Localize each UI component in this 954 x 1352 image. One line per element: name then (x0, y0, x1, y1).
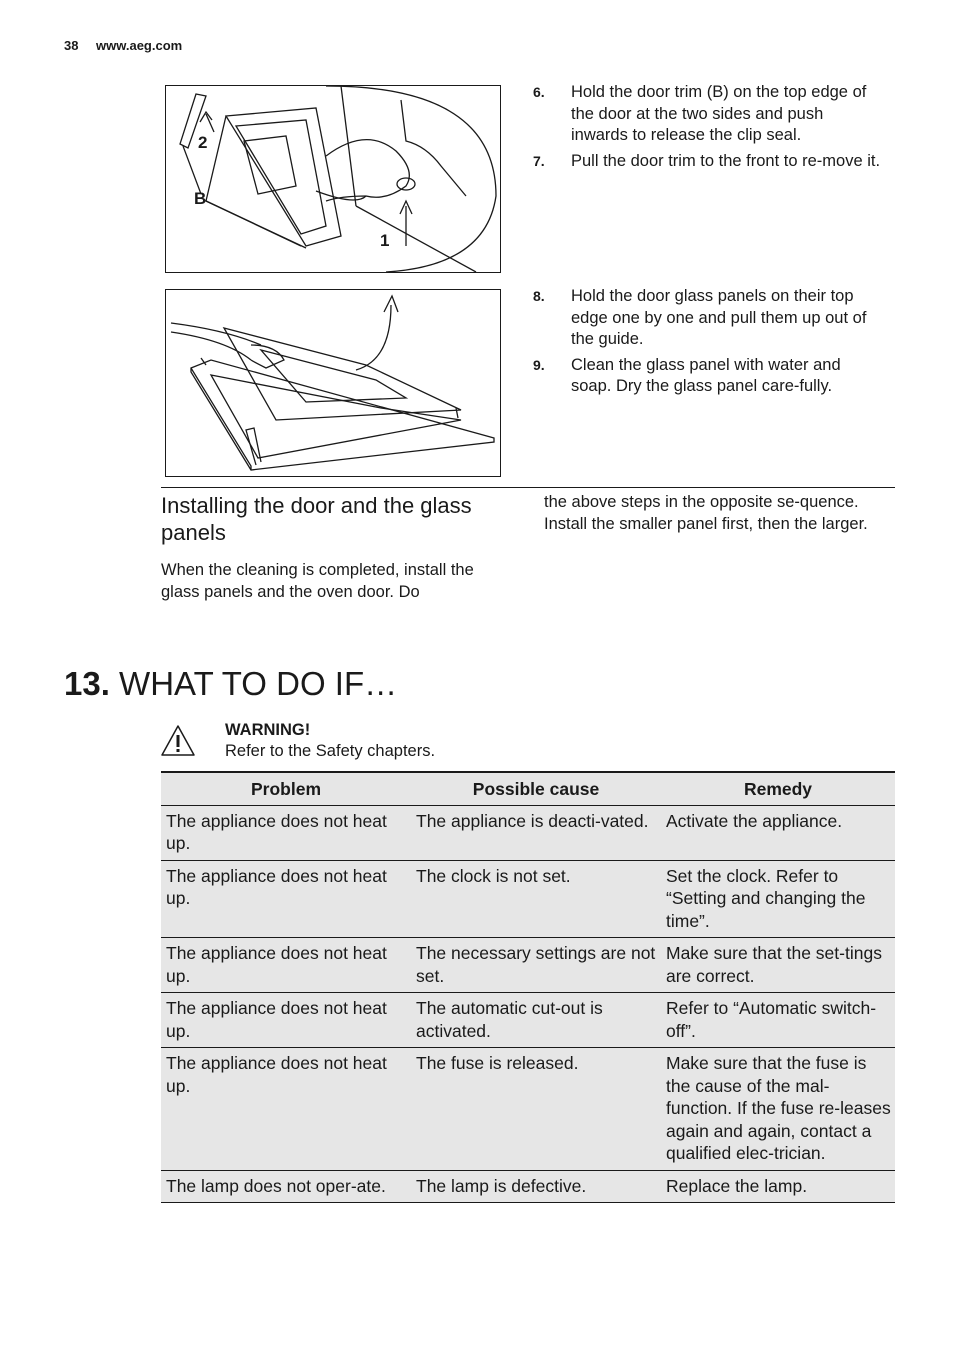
step-7 (533, 151, 883, 173)
cell-problem: The appliance does not heat up. (161, 805, 411, 860)
cell-remedy: Replace the lamp. (661, 1170, 895, 1203)
step-number: 9. (533, 356, 545, 373)
step-8 (533, 286, 883, 351)
section-divider (161, 487, 895, 488)
cell-problem: The appliance does not heat up. (161, 938, 411, 993)
page-number: 38 (64, 38, 79, 53)
cell-remedy: Activate the appliance. (661, 805, 895, 860)
table-row (161, 860, 895, 938)
cell-cause: The necessary settings are not set. (411, 938, 661, 993)
cell-cause: The lamp is defective. (411, 1170, 661, 1203)
step-text: Hold the door trim (B) on the top edge of the door at the two sides and push inwards to release the clip seal. (571, 83, 867, 144)
cell-remedy: Refer to “Automatic switch-off”. (661, 993, 895, 1048)
table-header-row (161, 772, 895, 805)
header-problem: Problem (161, 772, 411, 805)
cell-problem: The appliance does not heat up. (161, 1048, 411, 1171)
table-row (161, 805, 895, 860)
table-row (161, 1048, 895, 1171)
warning-title: WARNING! (225, 721, 311, 739)
website-link[interactable]: www.aeg.com (96, 38, 183, 53)
step-6 (533, 82, 883, 147)
install-paragraph-left: When the cleaning is completed, install the glass panels and the oven door. Do (161, 561, 474, 601)
cell-cause: The appliance is deacti-vated. (411, 805, 661, 860)
cell-problem: The lamp does not oper-ate. (161, 1170, 411, 1203)
callout-b: B (194, 189, 207, 208)
chapter-title-text: WHAT TO DO IF… (119, 665, 398, 702)
warning-text: Refer to the Safety chapters. (225, 742, 436, 760)
header-cause: Possible cause (411, 772, 661, 805)
troubleshooting-table (161, 771, 895, 1203)
table-row (161, 993, 895, 1048)
header-remedy: Remedy (661, 772, 895, 805)
table-row (161, 938, 895, 993)
step-number: 7. (533, 152, 545, 169)
step-number: 6. (533, 84, 545, 100)
cell-remedy: Make sure that the fuse is the cause of the mal-function. If the fuse re-leases again and again, contact a qualified elec-trician. (661, 1048, 895, 1171)
callout-1: 1 (380, 231, 390, 250)
install-paragraph-right: the above steps in the opposite se-quence. Install the smaller panel first, then the larger. (544, 493, 868, 533)
cell-cause: The fuse is released. (411, 1048, 661, 1171)
cell-remedy: Set the clock. Refer to “Setting and changing the time”. (661, 860, 895, 938)
cell-cause: The automatic cut-out is activated. (411, 993, 661, 1048)
step-number: 8. (533, 288, 545, 304)
chapter-title (64, 662, 397, 706)
table-row (161, 1170, 895, 1203)
warning-triangle-icon (160, 724, 196, 758)
section-heading: Installing the door and the glass panels (161, 493, 472, 545)
steps-remove-trim (533, 82, 883, 176)
steps-remove-glass (533, 286, 883, 402)
step-text: Hold the door glass panels on their top edge one by one and pull them up out of the guide. (571, 287, 867, 348)
door-trim-illustration (165, 85, 501, 273)
cell-problem: The appliance does not heat up. (161, 860, 411, 938)
cell-problem: The appliance does not heat up. (161, 993, 411, 1048)
chapter-number: 13. (64, 665, 110, 702)
cell-cause: The clock is not set. (411, 860, 661, 938)
step-9 (533, 355, 883, 398)
step-text: Pull the door trim to the front to re-move it. (571, 151, 881, 170)
callout-2: 2 (198, 133, 208, 152)
step-text: Clean the glass panel with water and soap. Dry the glass panel care-fully. (571, 355, 841, 395)
glass-panel-illustration (165, 289, 501, 477)
cell-remedy: Make sure that the set-tings are correct. (661, 938, 895, 993)
